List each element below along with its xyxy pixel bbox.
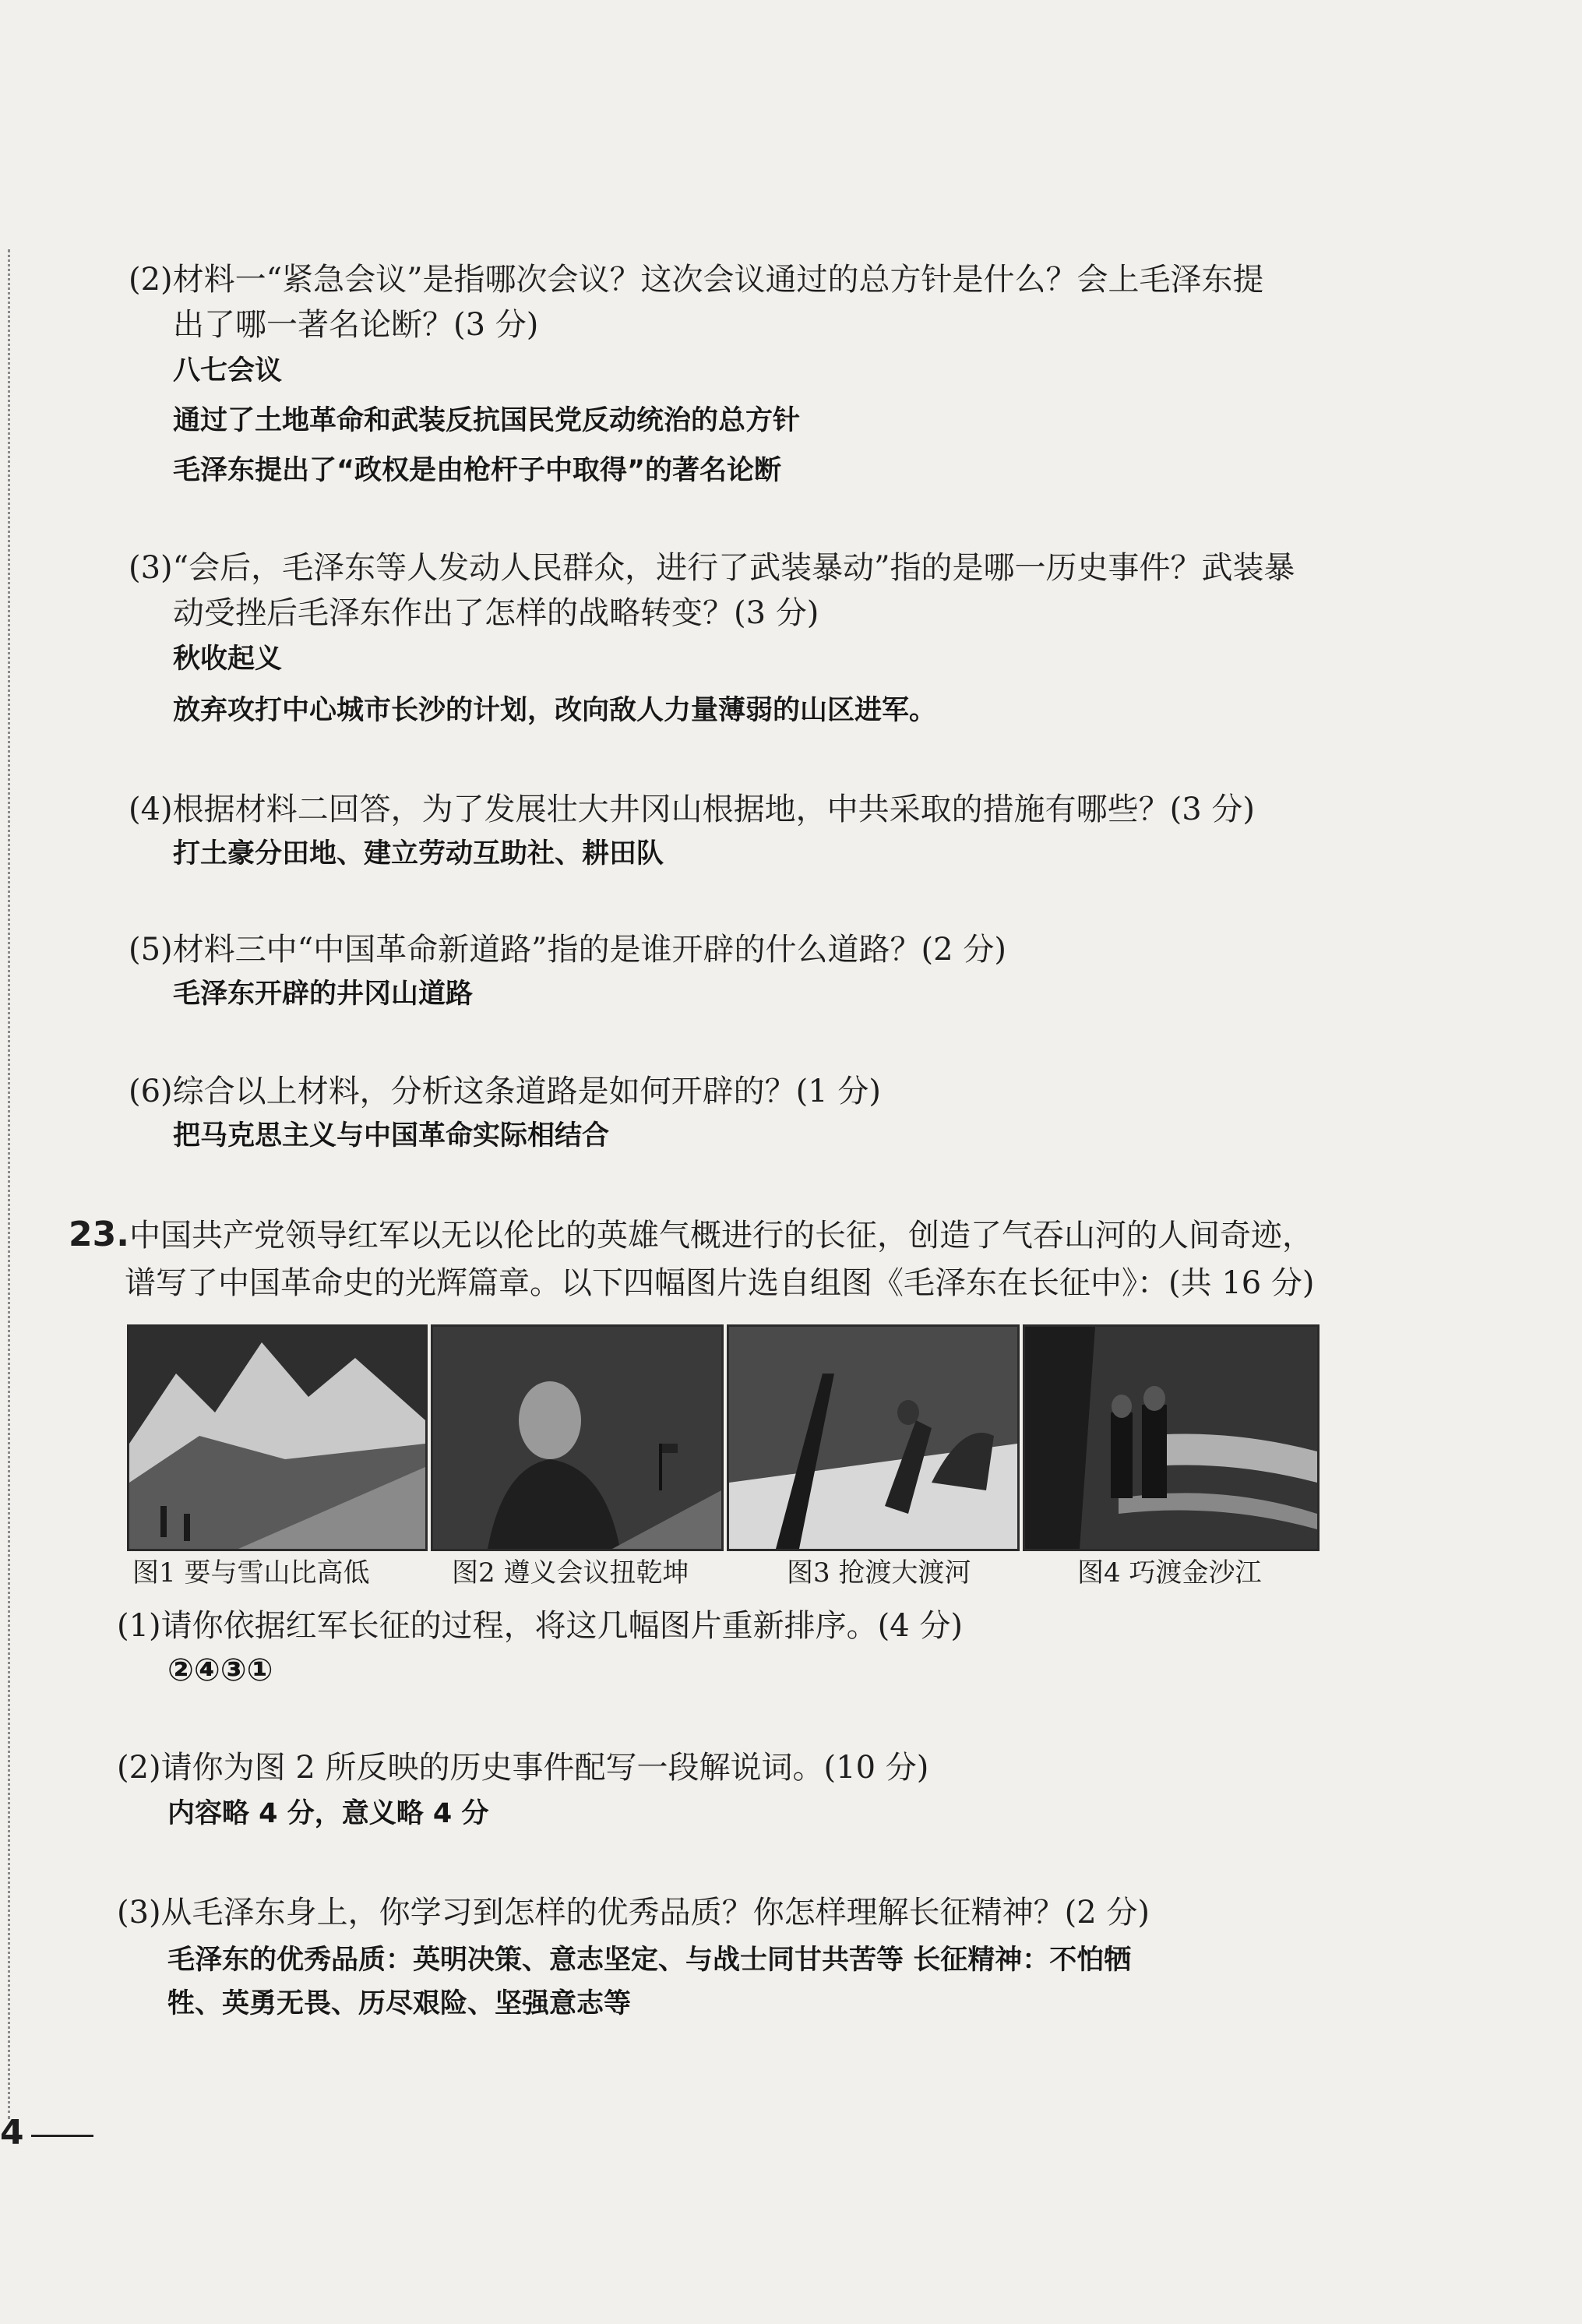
figure1-caption: 图1 要与雪山比高低 [132, 1557, 370, 1589]
q22-part4-answer: 打土豪分田地、建立劳动互助社、耕田队 [173, 838, 664, 869]
q23-part3-answer-line1: 毛泽东的优秀品质：英明决策、意志坚定、与战士同甘共苦等 长征精神：不怕牺 [167, 1945, 1132, 1976]
q22-part4-prompt: (4)根据材料二回答，为了发展壮大井冈山根据地，中共采取的措施有哪些？(3 分) [129, 792, 1256, 827]
q22-part3-answer-1: 秋收起义 [173, 644, 283, 675]
q23-part3-answer-line2: 牲、英勇无畏、历尽艰险、坚强意志等 [167, 1988, 632, 2019]
q23-number: 23. [69, 1215, 129, 1254]
q22-part2-prompt-line1: (2)材料一“紧急会议”是指哪次会议？这次会议通过的总方针是什么？会上毛泽东提 [129, 262, 1264, 298]
q23-part1-prompt: (1)请你依据红军长征的过程，将这几幅图片重新排序。(4 分) [117, 1608, 964, 1644]
q22-part6-prompt: (6)综合以上材料，分析这条道路是如何开辟的？(1 分) [129, 1074, 882, 1109]
q22-part6-answer: 把马克思主义与中国革命实际相结合 [173, 1120, 610, 1151]
q23-part2-answer: 内容略 4 分，意义略 4 分 [167, 1798, 489, 1829]
q22-part2-answer-1: 八七会议 [173, 355, 283, 386]
q22-part2-answer-3: 毛泽东提出了“政权是由枪杆子中取得”的著名论断 [173, 455, 782, 486]
q23-intro-line2: 谱写了中国革命史的光辉篇章。以下四幅图片选自组图《毛泽东在长征中》：(共 16 分) [125, 1265, 1315, 1301]
snow-mountain-painting-icon [127, 1324, 428, 1551]
dadu-river-painting-icon [727, 1324, 1020, 1551]
page-number-rule [31, 2135, 93, 2137]
page-number: 4 [0, 2113, 24, 2153]
q22-part2-answer-2: 通过了土地革命和武装反抗国民党反动统治的总方针 [173, 405, 801, 436]
figure4-caption: 图4 巧渡金沙江 [1077, 1557, 1262, 1589]
q22-part2-prompt-line2: 出了哪一著名论断？(3 分) [173, 307, 539, 343]
q22-part5-answer: 毛泽东开辟的井冈山道路 [173, 979, 474, 1010]
q22-part3-answer-2: 放弃攻打中心城市长沙的计划，改向敌人力量薄弱的山区进军。 [173, 695, 937, 726]
q22-part3-prompt-line2: 动受挫后毛泽东作出了怎样的战略转变？(3 分) [173, 595, 819, 631]
zunyi-meeting-painting-icon [431, 1324, 724, 1551]
jinsha-river-painting-icon [1023, 1324, 1320, 1551]
binding-cut-line [8, 249, 10, 2119]
figure2-caption: 图2 遵义会议扭乾坤 [452, 1557, 689, 1589]
q23-part3-prompt: (3)从毛泽东身上，你学习到怎样的优秀品质？你怎样理解长征精神？(2 分) [117, 1895, 1150, 1931]
q23-intro-text: 中国共产党领导红军以无以伦比的英雄气概进行的长征，创造了气吞山河的人间奇迹， [129, 1218, 1313, 1254]
q22-part3-prompt-line1: (3)“会后，毛泽东等人发动人民群众，进行了武装暴动”指的是哪一历史事件？武装暴 [129, 550, 1295, 586]
q22-part5-prompt: (5)材料三中“中国革命新道路”指的是谁开辟的什么道路？(2 分) [129, 932, 1006, 968]
q23-intro-line1 [69, 1212, 1313, 1258]
q23-part1-answer: ②④③① [167, 1652, 273, 1688]
figure3-caption: 图3 抢渡大渡河 [787, 1557, 971, 1589]
q23-part2-prompt: (2)请你为图 2 所反映的历史事件配写一段解说词。(10 分) [117, 1750, 929, 1786]
